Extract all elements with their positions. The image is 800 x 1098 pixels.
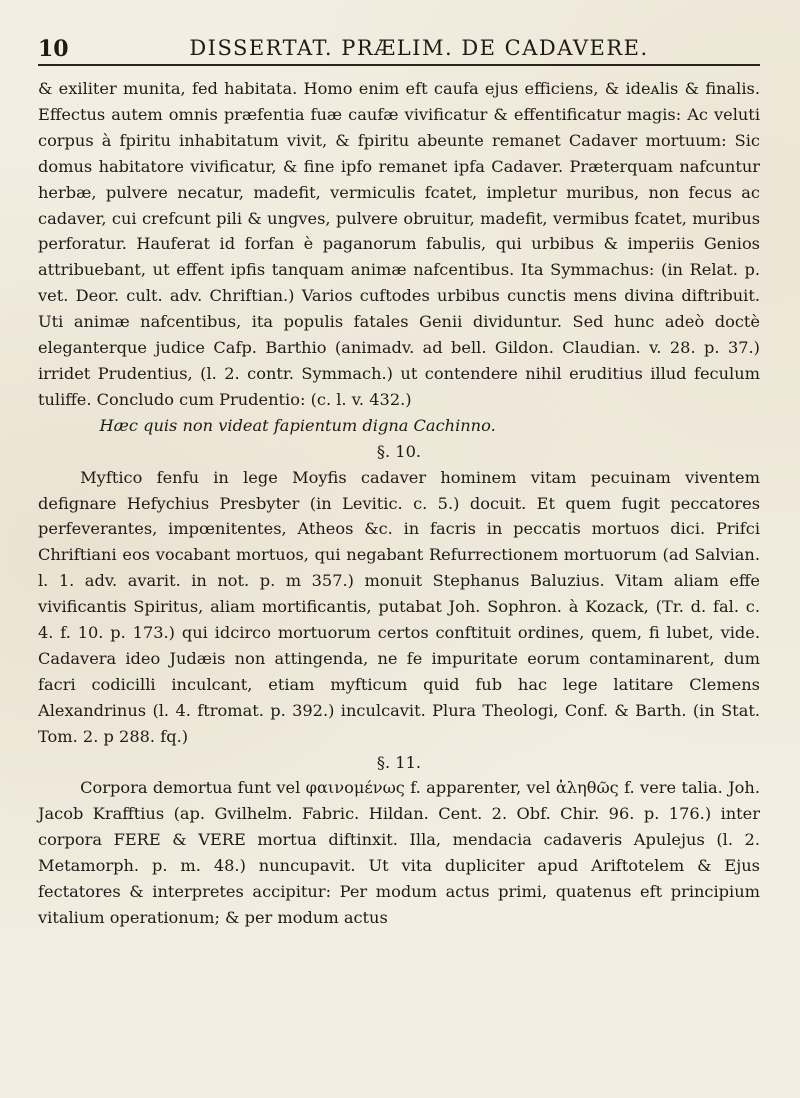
section-heading-10: §. 10. — [376, 441, 422, 461]
body-text — [38, 76, 760, 931]
verse-quotation: Hæc quis non videat fapientum digna Cachinno. — [99, 415, 496, 435]
page-header — [38, 18, 760, 66]
page-number: 10 — [38, 36, 69, 62]
paragraph-1: & exiliter munita, fed habitata. Homo enim eft caufa ejus efficiens, & ideᴀlis & finalis. Effectus autem omnis præfentia fuæ caufæ vivificatur & effentificatur magis: Ac veluti corpus à fpiritu inhabitatum vivit, & fpiritu abeunte remanet Cadaver mortuum: Sic domus habitatore vivificatur, & fine ipfo remanet ipfa Cadaver. Præterquam nafcuntur herbæ, pulvere necatur, madefit, vermiculis fcatet, impletur muribus, non fecus ac cadaver, cui crefcunt pili & ungves, pulvere obruitur, madefit, vermibus fcatet, muribus perforatur. Hauferat id forfan è paganorum fabulis, qui urbibus & imperiis Genios attribuebant, ut effent ipfis tanquam animæ nafcentibus. Ita Symmachus: (in Relat. p. vet. Deor. cult. adv. Chriftian.) Varios cuftodes urbibus cunctis mens divina diftribuit. Uti animæ nafcentibus, ita populis fatales Genii dividuntur. Sed hunc adeò doctè eleganterque judice Cafp. Barthio (animadv. ad bell. Gildon. Claudian. v. 28. p. 37.) irridet Prudentius, (l. 2. contr. Symmach.) ut contendere nihil eruditius illud feculum tuliffe. Concludo cum Prudentio: (c. l. v. 432.) — [38, 79, 760, 409]
paragraph-2: Myftico fenfu in lege Moyfis cadaver hominem vitam pecuinam viventem defignare Hefychius Presbyter (in Levitic. c. 5.) docuit. Et quem fugit peccatores perfeverantes, impœnitentes, Atheos &c. in facris in peccatis mortuos dici. Prifci Chriftiani eos vocabant mortuos, qui negabant Refurrectionem mortuorum (ad Salvian. l. 1. adv. avarit. in not. p. m 357.) monuit Stephanus Baluzius. Vitam aliam effe vivificantis Spiritus, aliam mortificantis, putabat Joh. Sophron. à Kozack, (Tr. d. fal. c. 4. f. 10. p. 173.) qui idcirco mortuorum certos conftituit ordines, quem, fi lubet, vide. Cadavera ideo Judæis non attingenda, ne fe impuritate eorum contaminarent, dum facri codicilli inculcant, etiam myfticum quid fub hac lege latitare Clemens Alexandrinus (l. 4. ftromat. p. 392.) inculcavit. Plura Theologi, Conf. & Barth. (in Stat. Tom. 2. p 288. fq.) — [38, 467, 760, 746]
paragraph-3: Corpora demortua funt vel φαινομένως f. apparenter, vel ἀληθῶς f. vere talia. Joh. Jacob Krafftius (ap. Gvilhelm. Fabric. Hildan. Cent. 2. Obf. Chir. 96. p. 176.) inter corpora FERE & VERE mortua diftinxit. Illa, mendacia cadaveris Apulejus (l. 2. Metamorph. p. m. 48.) nuncupavit. Ut vita dupliciter apud Ariftotelem & Ejus fectatores & interpretes accipitur: Per modum actus primi, quatenus eft principium vitalium operationum; & per modum actus — [38, 778, 760, 927]
running-head: DISSERTAT. PRÆLIM. DE CADAVERE. — [189, 36, 649, 60]
section-heading-11: §. 11. — [376, 752, 422, 772]
